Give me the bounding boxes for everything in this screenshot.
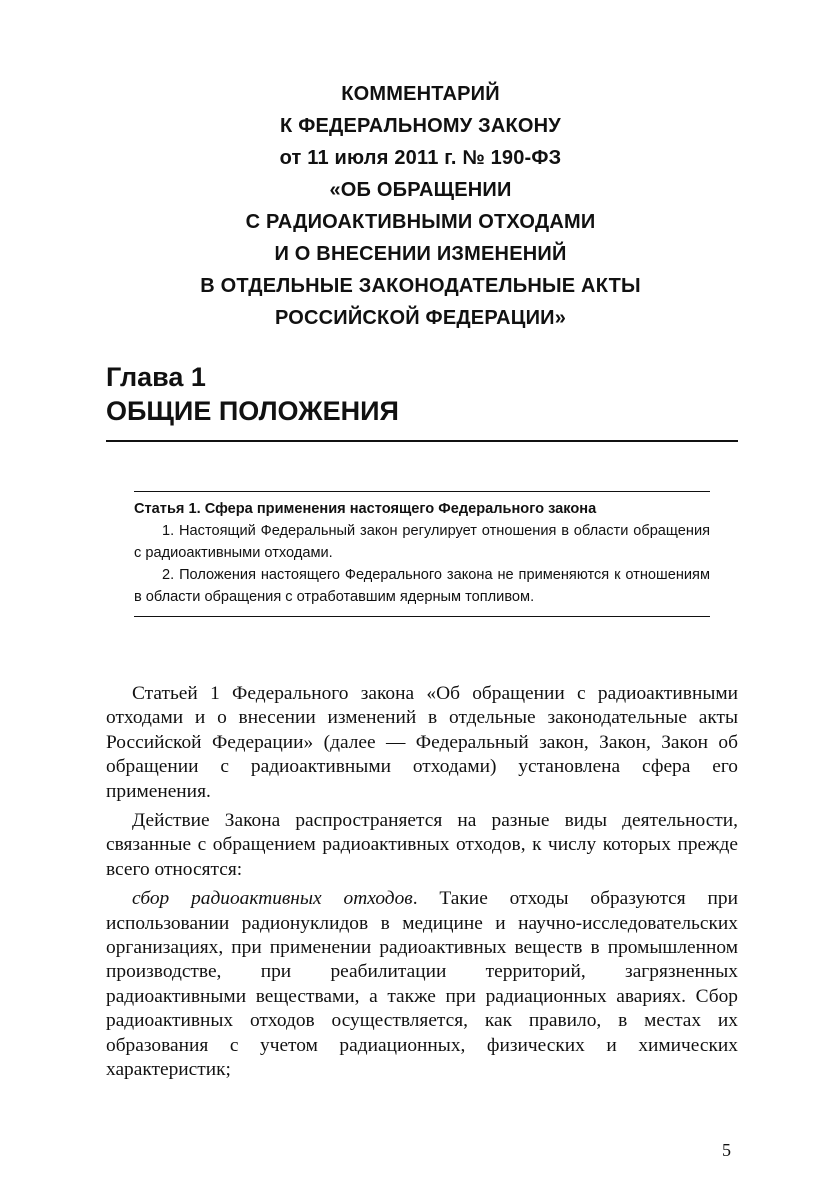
article-box: [134, 491, 710, 617]
italic-term: сбор радиоактивных отходов: [132, 888, 413, 910]
chapter-heading: [106, 360, 399, 428]
title-line: «ОБ ОБРАЩЕНИИ: [329, 179, 512, 201]
article-paragraph: 1. Настоящий Федеральный закон регулирует отношения в области обращения с радиоактивными отходами.: [134, 523, 710, 561]
title-line: В ОТДЕЛЬНЫЕ ЗАКОНОДАТЕЛЬНЫЕ АКТЫ: [200, 275, 641, 297]
body-paragraph-rest: . Такие отходы образуются при использовании радионуклидов в медицине и научно-исследовательских организациях, при применении радиоактивных веществ в промышленном производстве, при реабилитации территорий, загрязненных радиоактивными веществами, а также при радиационных авариях. Сбор радиоактивных отходов осуществляется, как правило, в местах их образования с учетом радиационных, физических и химических характеристик;: [106, 888, 738, 1081]
chapter-number: Глава 1: [106, 362, 206, 392]
title-line: С РАДИОАКТИВНЫМИ ОТХОДАМИ: [245, 211, 596, 233]
article-title: Статья 1. Сфера применения настоящего Федерального закона: [134, 501, 597, 517]
title-line: РОССИЙСКОЙ ФЕДЕРАЦИИ»: [274, 307, 567, 329]
title-line: И О ВНЕСЕНИИ ИЗМЕНЕНИЙ: [274, 243, 567, 265]
title-line: КОММЕНТАРИЙ: [341, 83, 500, 105]
title-line: К ФЕДЕРАЛЬНОМУ ЗАКОНУ: [280, 115, 561, 137]
article-paragraph: 2. Положения настоящего Федерального закона не применяются к отношениям в области обращения с отработавшим ядерным топливом.: [134, 567, 710, 605]
document-title: [0, 78, 827, 334]
body-paragraph: Действие Закона распространяется на разные виды деятельности, связанные с обращением радиоактивных отходов, к числу которых прежде всего относятся:: [106, 810, 738, 880]
commentary-body: [106, 682, 738, 1088]
chapter-divider: [106, 440, 738, 442]
title-line: от 11 июля 2011 г. № 190-ФЗ: [279, 147, 562, 169]
chapter-name: ОБЩИЕ ПОЛОЖЕНИЯ: [106, 396, 399, 426]
body-paragraph: [106, 887, 738, 1082]
body-paragraph: Статьей 1 Федерального закона «Об обращении с радиоактивными отходами и о внесении изменений в отдельные законодательные акты Российской Федерации» (далее — Федеральный закон, Закон, Закон об обращении с радиоактивными отходами) установлена сфера его применения.: [106, 683, 738, 802]
page-number: 5: [722, 1140, 731, 1160]
